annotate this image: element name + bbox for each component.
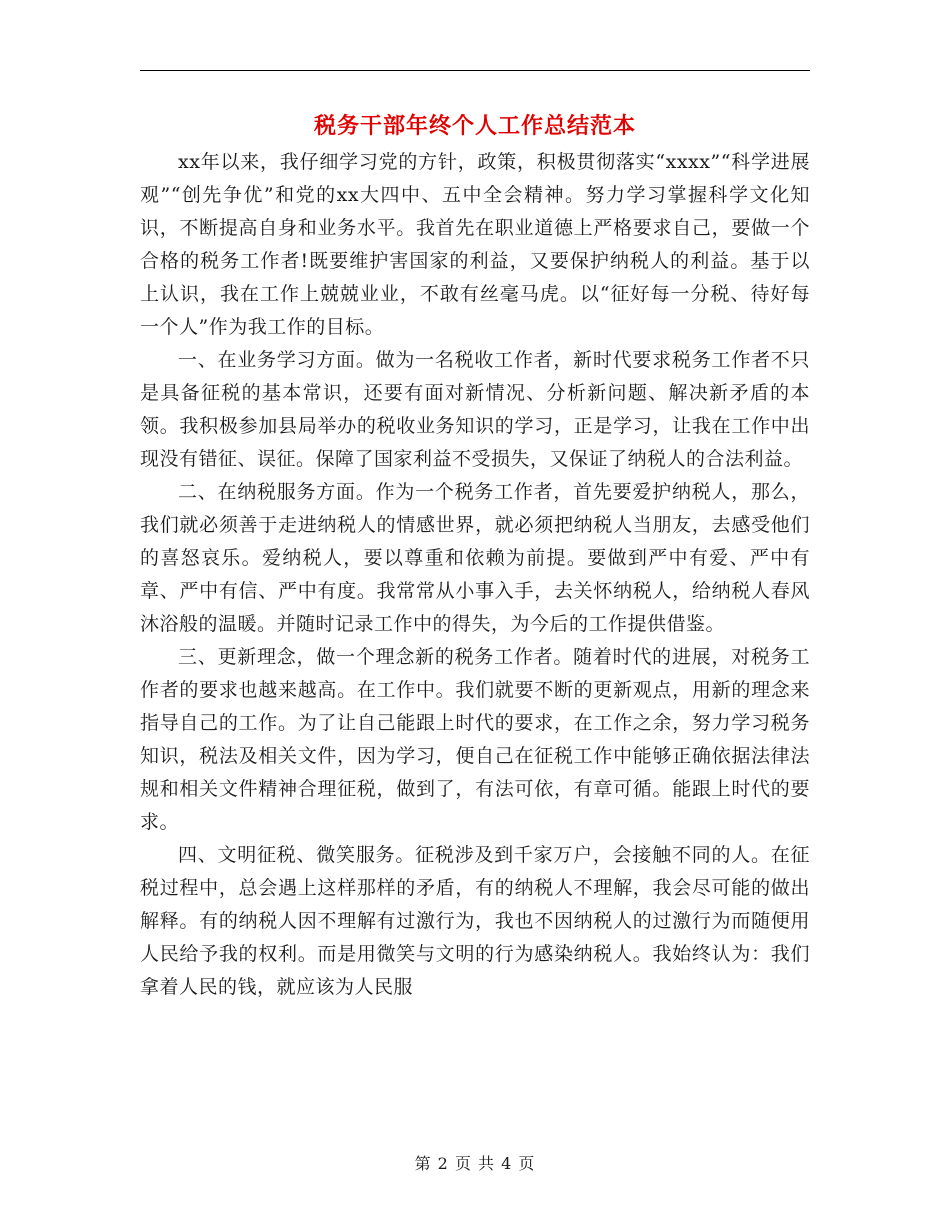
document-body xyxy=(140,146,810,1004)
header-rule xyxy=(140,70,810,71)
paragraph-taxpayer-service: 二、在纳税服务方面。作为一个税务工作者，首先要爱护纳税人，那么，我们就必须善于走进纳税人的情感世界，就必须把纳税人当朋友，去感受他们的喜怒哀乐。爱纳税人，要以尊重和依赖为前提。要做到严中有爱、严中有章、严中有信、严中有度。我常常从小事入手，去关怀纳税人，给纳税人春风沐浴般的温暖。并随时记录工作中的得失，为今后的工作提供借鉴。 xyxy=(140,481,810,635)
document-title: 税务干部年终个人工作总结范本 xyxy=(313,113,636,139)
paragraph-civilized-taxation: 四、文明征税、微笑服务。征税涉及到千家万户，会接触不同的人。在征税过程中，总会遇上这样那样的矛盾，有的纳税人不理解，我会尽可能的做出解释。有的纳税人因不理解有过激行为，我也不因纳税人的过激行为而随便用人民给予我的权利。而是用微笑与文明的行为感染纳税人。我始终认为：我们拿着人民的钱，就应该为人民服 xyxy=(140,844,810,998)
paragraph-update-concepts: 三、更新理念，做一个理念新的税务工作者。随着时代的进展，对税务工作者的要求也越来越高。在工作中。我们就要不断的更新观点，用新的理念来指导自己的工作。为了让自己能跟上时代的要求，在工作之余，努力学习税务知识，税法及相关文件，因为学习，便自己在征税工作中能够正确依据法律法规和相关文件精神合理征税，做到了，有法可依，有章可循。能跟上时代的要求。 xyxy=(140,646,810,833)
page-footer: 第 2 页 共 4 页 xyxy=(414,1154,536,1173)
paragraph-intro: xx年以来，我仔细学习党的方针，政策，积极贯彻落实“xxxx”“科学进展观”“创先争优”和党的xx大四中、五中全会精神。努力学习掌握科学文化知识，不断提高自身和业务水平。我首先在职业道德上严格要求自己，要做一个合格的税务工作者!既要维护害国家的利益，又要保护纳税人的利益。基于以上认识，我在工作上兢兢业业，不敢有丝毫马虎。以“征好每一分税、待好每一个人”作为我工作的目标。 xyxy=(140,151,810,338)
paragraph-business-study: 一、在业务学习方面。做为一名税收工作者，新时代要求税务工作者不只是具备征税的基本常识，还要有面对新情况、分析新问题、解决新矛盾的本领。我积极参加县局举办的税收业务知识的学习，正是学习，让我在工作中出现没有错征、误征。保障了国家利益不受损失，又保证了纳税人的合法利益。 xyxy=(140,349,810,470)
